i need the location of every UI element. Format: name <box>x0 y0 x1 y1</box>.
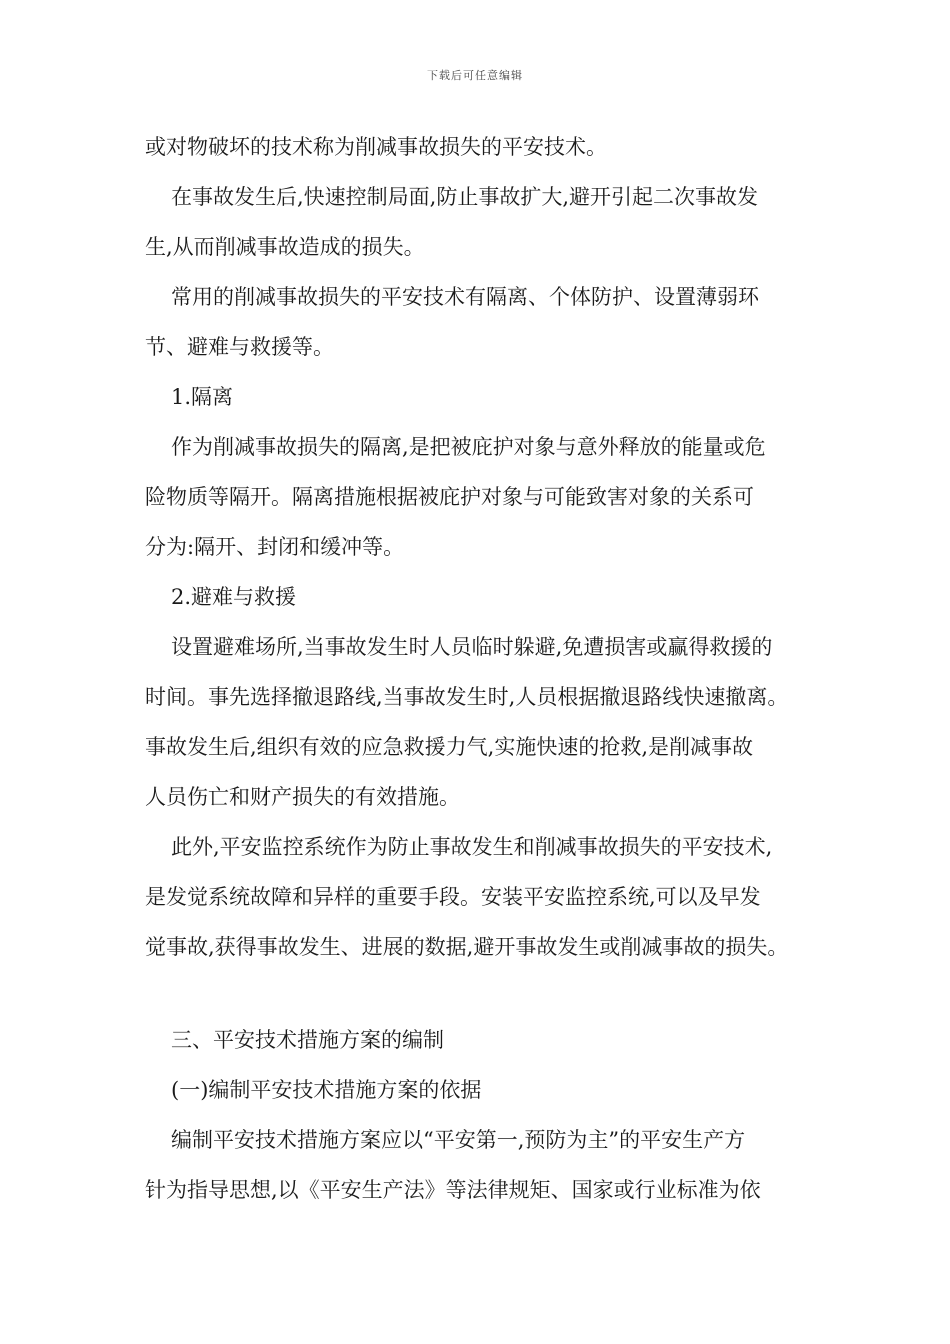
text-line: 设置避难场所,当事故发生时人员临时躲避,免遭损害或赢得救援的 <box>171 635 773 659</box>
chapter-heading: 三、平安技术措施方案的编制 <box>171 1028 444 1052</box>
document-body <box>145 128 825 1221</box>
text-line: 生,从而削减事故造成的损失。 <box>145 235 425 259</box>
text-line: 是发觉系统故障和异样的重要手段。安装平安监控系统,可以及早发 <box>145 885 761 909</box>
text-line: 险物质等隔开。隔离措施根据被庇护对象与可能致害对象的关系可 <box>145 485 754 509</box>
text-line: 此外,平安监控系统作为防止事故发生和削减事故损失的平安技术, <box>171 835 773 859</box>
text-line: 分为:隔开、封闭和缓冲等。 <box>145 535 405 559</box>
paragraph-spacer <box>145 978 825 1021</box>
text-line: 事故发生后,组织有效的应急救援力气,实施快速的抢救,是削减事故 <box>145 735 754 759</box>
text-line: 人员伤亡和财产损失的有效措施。 <box>145 785 460 809</box>
text-line: 觉事故,获得事故发生、进展的数据,避开事故发生或削减事故的损失。 <box>145 935 789 959</box>
section-heading-refuge-rescue: 2.避难与救援 <box>171 585 297 609</box>
text-line: 作为削减事故损失的隔离,是把被庇护对象与意外释放的能量或危 <box>171 435 766 459</box>
text-line: 在事故发生后,快速控制局面,防止事故扩大,避开引起二次事故发 <box>171 185 759 209</box>
text-line: 针为指导思想,以《平安生产法》等法律规矩、国家或行业标准为依 <box>145 1178 761 1202</box>
text-line: 或对物破坏的技术称为削减事故损失的平安技术。 <box>145 135 607 159</box>
text-line: 时间。事先选择撤退路线,当事故发生时,人员根据撤退路线快速撤离。 <box>145 685 789 709</box>
section-heading-isolation: 1.隔离 <box>171 385 234 409</box>
page-header: 下载后可任意编辑 <box>427 69 523 82</box>
subsection-heading: (一)编制平安技术措施方案的依据 <box>171 1078 482 1102</box>
text-line: 节、避难与救援等。 <box>145 335 334 359</box>
text-line: 常用的削减事故损失的平安技术有隔离、个体防护、设置薄弱环 <box>171 285 759 309</box>
text-line: 编制平安技术措施方案应以“平安第一,预防为主”的平安生产方 <box>171 1128 746 1152</box>
